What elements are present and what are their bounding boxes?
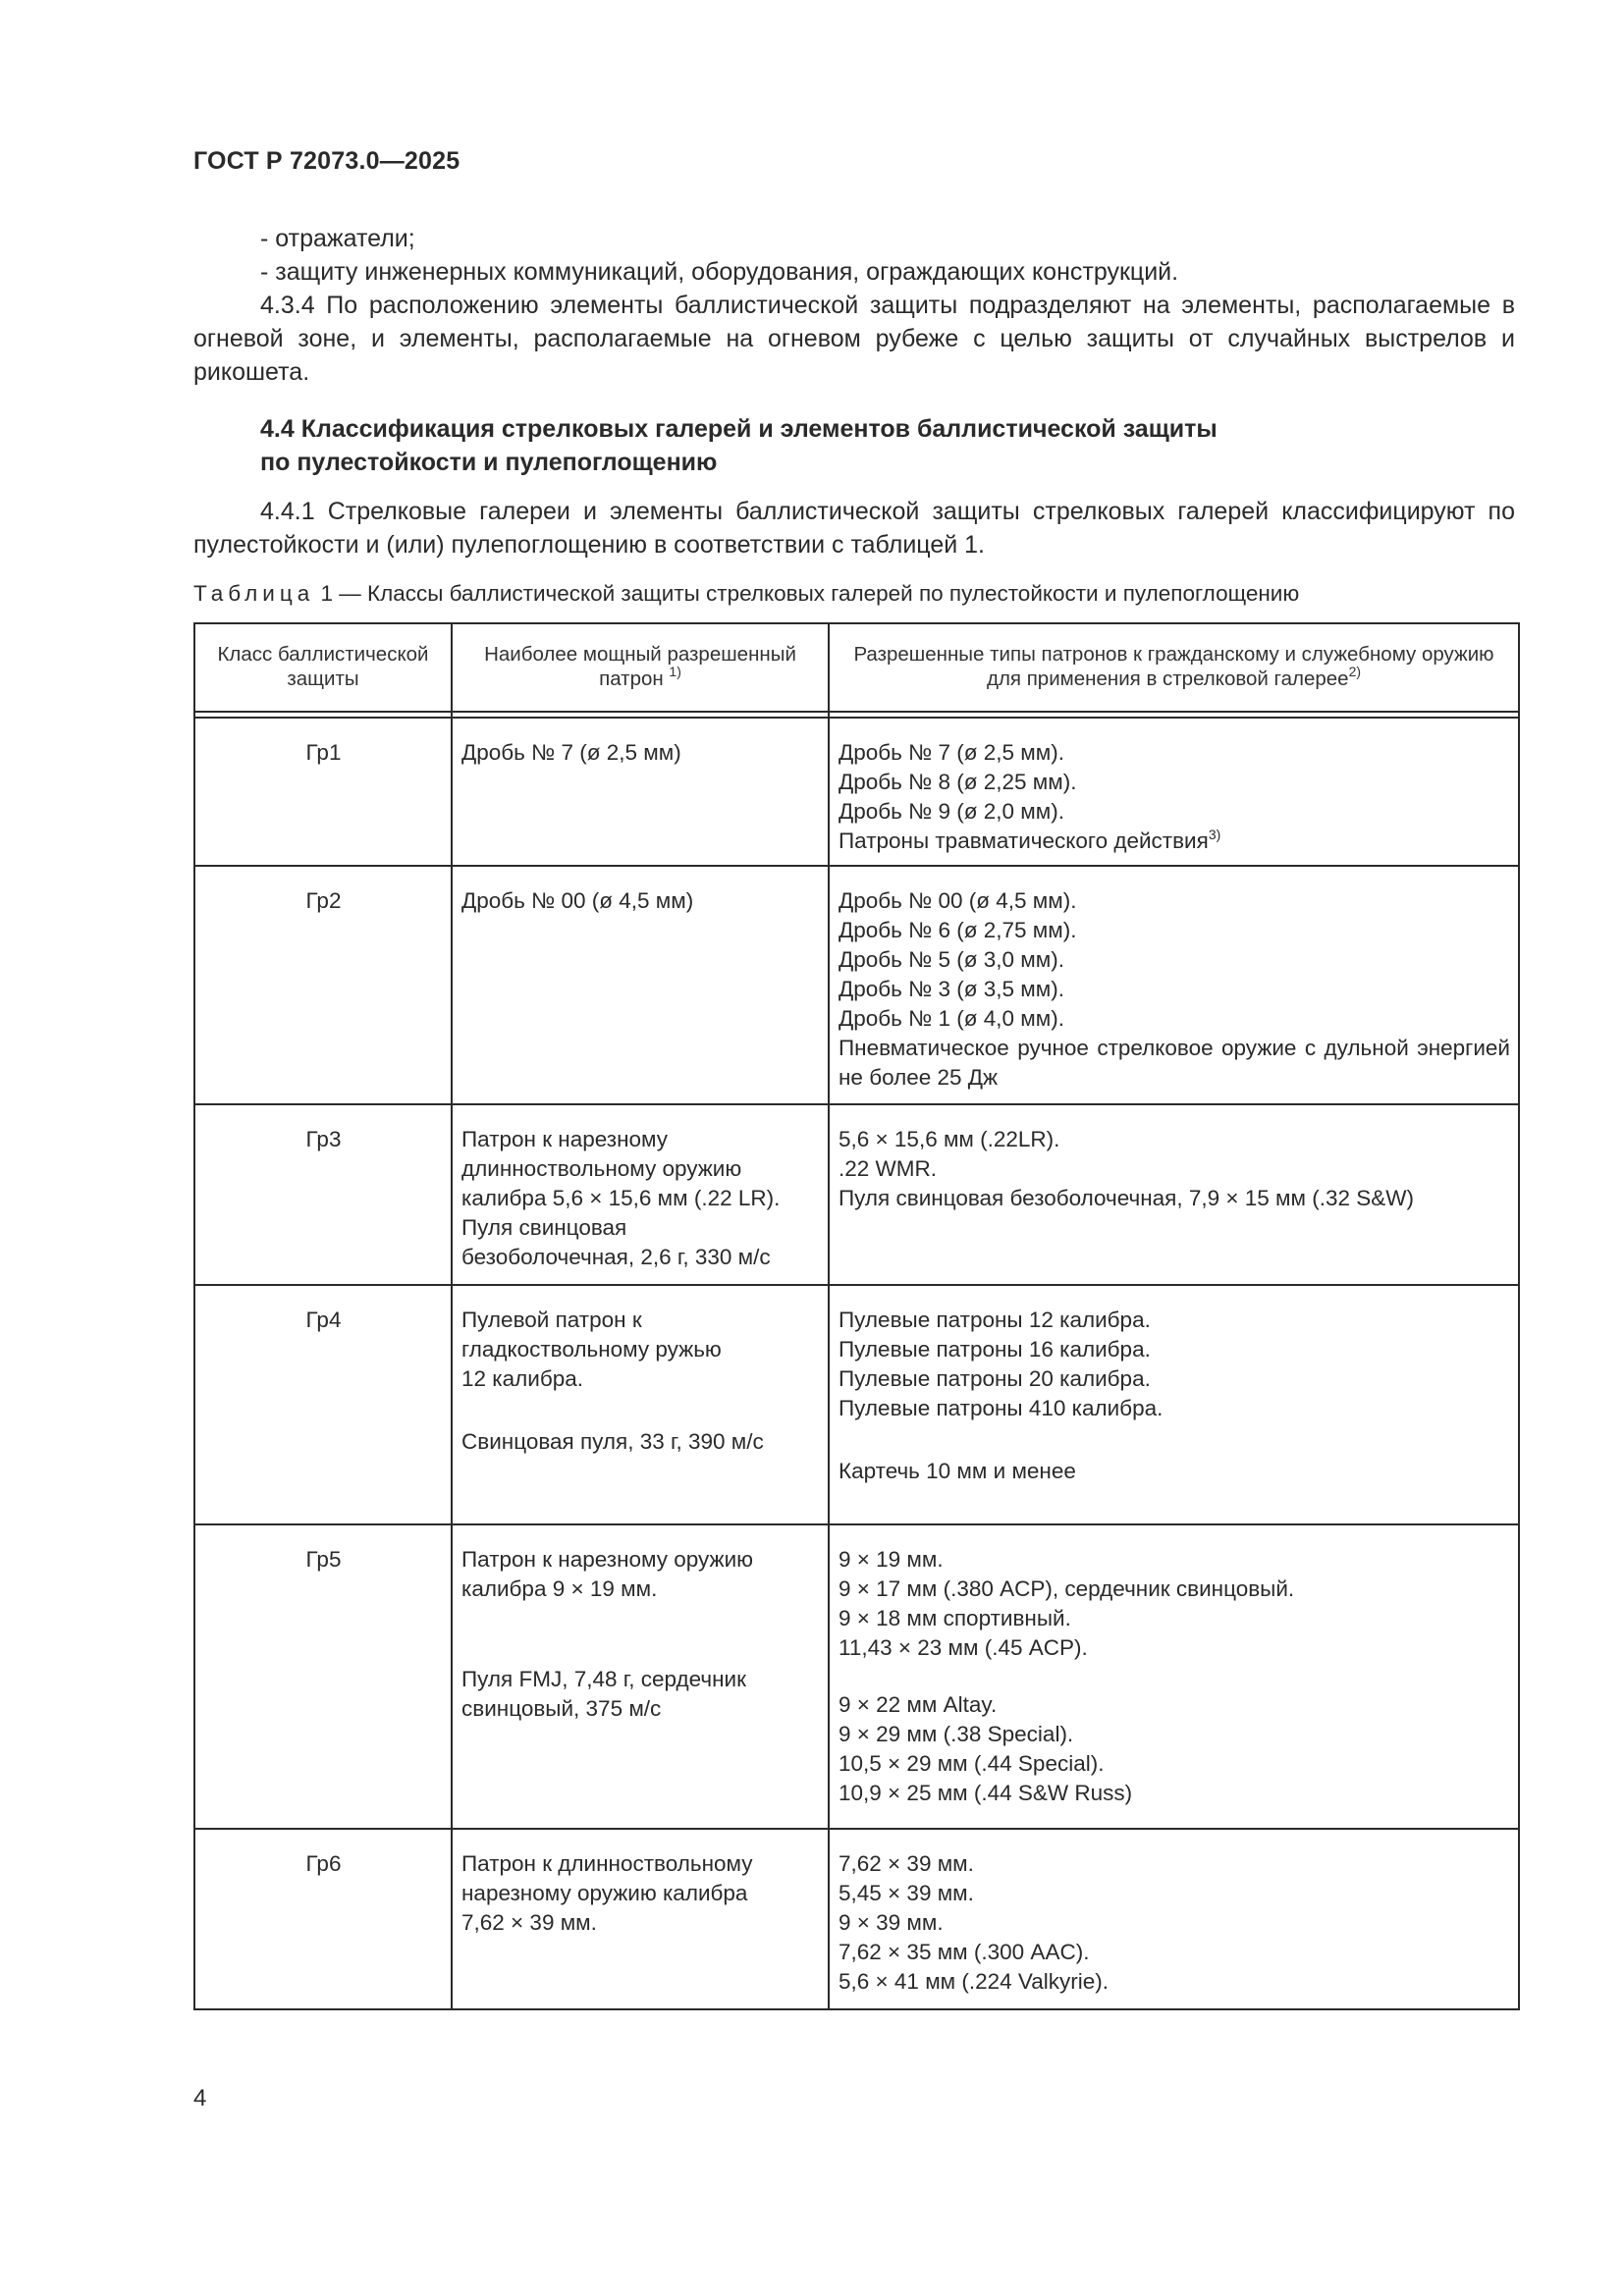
cartridge-cell: Патрон к длинноствольному нарезному оружию калибра 7,62 × 39 мм. (452, 1829, 829, 2009)
table-row (194, 1524, 1519, 1829)
allowed-cell: Дробь № 00 (ø 4,5 мм). Дробь № 6 (ø 2,75 мм). Дробь № 5 (ø 3,0 мм). Дробь № 3 (ø 3,5 мм). Дробь № 1 (ø 4,0 мм). Пневматическое ручное стрелковое оружие с дульной энергией не более 25 Дж (829, 866, 1519, 1104)
table-row (194, 718, 1519, 866)
cartridge-cell: Дробь № 7 (ø 2,5 мм) (452, 718, 829, 866)
table-row (194, 1285, 1519, 1524)
list-item: - защиту инженерных коммуникаций, оборудования, ограждающих конструкций. (260, 258, 1179, 286)
cartridge-cell: Дробь № 00 (ø 4,5 мм) (452, 866, 829, 1104)
paragraph-4-4-1: 4.4.1 Стрелковые галереи и элементы баллистической защиты стрелковых галерей классифицируют по пулестойкости и (или) пулепоглощению в соответствии с таблицей 1. (193, 498, 1515, 559)
allowed-cell: Пулевые патроны 12 калибра. Пулевые патроны 16 калибра. Пулевые патроны 20 калибра. Пулевые патроны 410 калибра. Картечь 10 мм и менее (829, 1285, 1519, 1524)
section-heading-line: 4.4 Классификация стрелковых галерей и элементов баллистической защиты (260, 415, 1218, 443)
class-cell: Гр1 (194, 718, 452, 866)
list-item: - отражатели; (260, 225, 415, 252)
table-row (194, 1104, 1519, 1285)
class-cell: Гр2 (194, 866, 452, 1104)
table-caption-text: 1 — Классы баллистической защиты стрелковых галерей по пулестойкости и пулепоглощению (314, 581, 1300, 606)
class-cell: Гр3 (194, 1104, 452, 1285)
table-row (194, 866, 1519, 1104)
allowed-cell: 5,6 × 15,6 мм (.22LR). .22 WMR. Пуля свинцовая безоболочечная, 7,9 × 15 мм (.32 S&W) (829, 1104, 1519, 1285)
paragraph-4-3-4: 4.3.4 По расположению элементы баллистической защиты подразделяют на элементы, располагаемые в огневой зоне, и элементы, располагаемые на огневом рубеже с целью защиты от случайных выстрелов и рикошета. (193, 292, 1515, 386)
section-heading (260, 412, 1438, 479)
cartridge-cell: Патрон к нарезному длинноствольному оружию калибра 5,6 × 15,6 мм (.22 LR). Пуля свинцовая безоболочечная, 2,6 г, 330 м/с (452, 1104, 829, 1285)
page-number: 4 (193, 2085, 207, 2111)
cartridge-cell: Патрон к нарезному оружию калибра 9 × 19 мм. Пуля FMJ, 7,48 г, сердечник свинцовый, 375 м/с (452, 1524, 829, 1829)
section-heading-line: по пулестойкости и пулепоглощению (260, 449, 718, 476)
table-row (194, 1829, 1519, 2009)
column-header: Разрешенные типы патронов к гражданскому и служебному оружию для применения в стрелковой галерее$^{2)}$ (829, 623, 1519, 712)
allowed-cell: 9 × 19 мм. 9 × 17 мм (.380 ACP), сердечник свинцовый. 9 × 18 мм спортивный. 11,43 × 23 мм (.45 ACP). 9 × 22 мм Altay. 9 × 29 мм (.38 Special). 10,5 × 29 мм (.44 Special). 10,9 × 25 мм (.44 S&W Russ) (829, 1524, 1519, 1829)
table-caption (193, 579, 1299, 609)
class-cell: Гр5 (194, 1524, 452, 1829)
ballistic-classes-table (193, 622, 1520, 2010)
table-caption-label: Таблица (193, 581, 315, 606)
class-cell: Гр6 (194, 1829, 452, 2009)
allowed-cell: 7,62 × 39 мм. 5,45 × 39 мм. 9 × 39 мм. 7,62 × 35 мм (.300 AAC). 5,6 × 41 мм (.224 Valkyrie). (829, 1829, 1519, 2009)
table-header-row (194, 623, 1519, 712)
cartridge-cell: Пулевой патрон к гладкоствольному ружью 12 калибра. Свинцовая пуля, 33 г, 390 м/с (452, 1285, 829, 1524)
column-header: Класс баллистической защиты (194, 623, 452, 712)
class-cell: Гр4 (194, 1285, 452, 1524)
column-header: Наиболее мощный разрешенный патрон $^{1)}$ (452, 623, 829, 712)
allowed-cell: Дробь № 7 (ø 2,5 мм). Дробь № 8 (ø 2,25 мм). Дробь № 9 (ø 2,0 мм). Патроны травматического действия$^{3)}$ (829, 718, 1519, 866)
document-code: ГОСТ Р 72073.0—2025 (193, 147, 460, 175)
